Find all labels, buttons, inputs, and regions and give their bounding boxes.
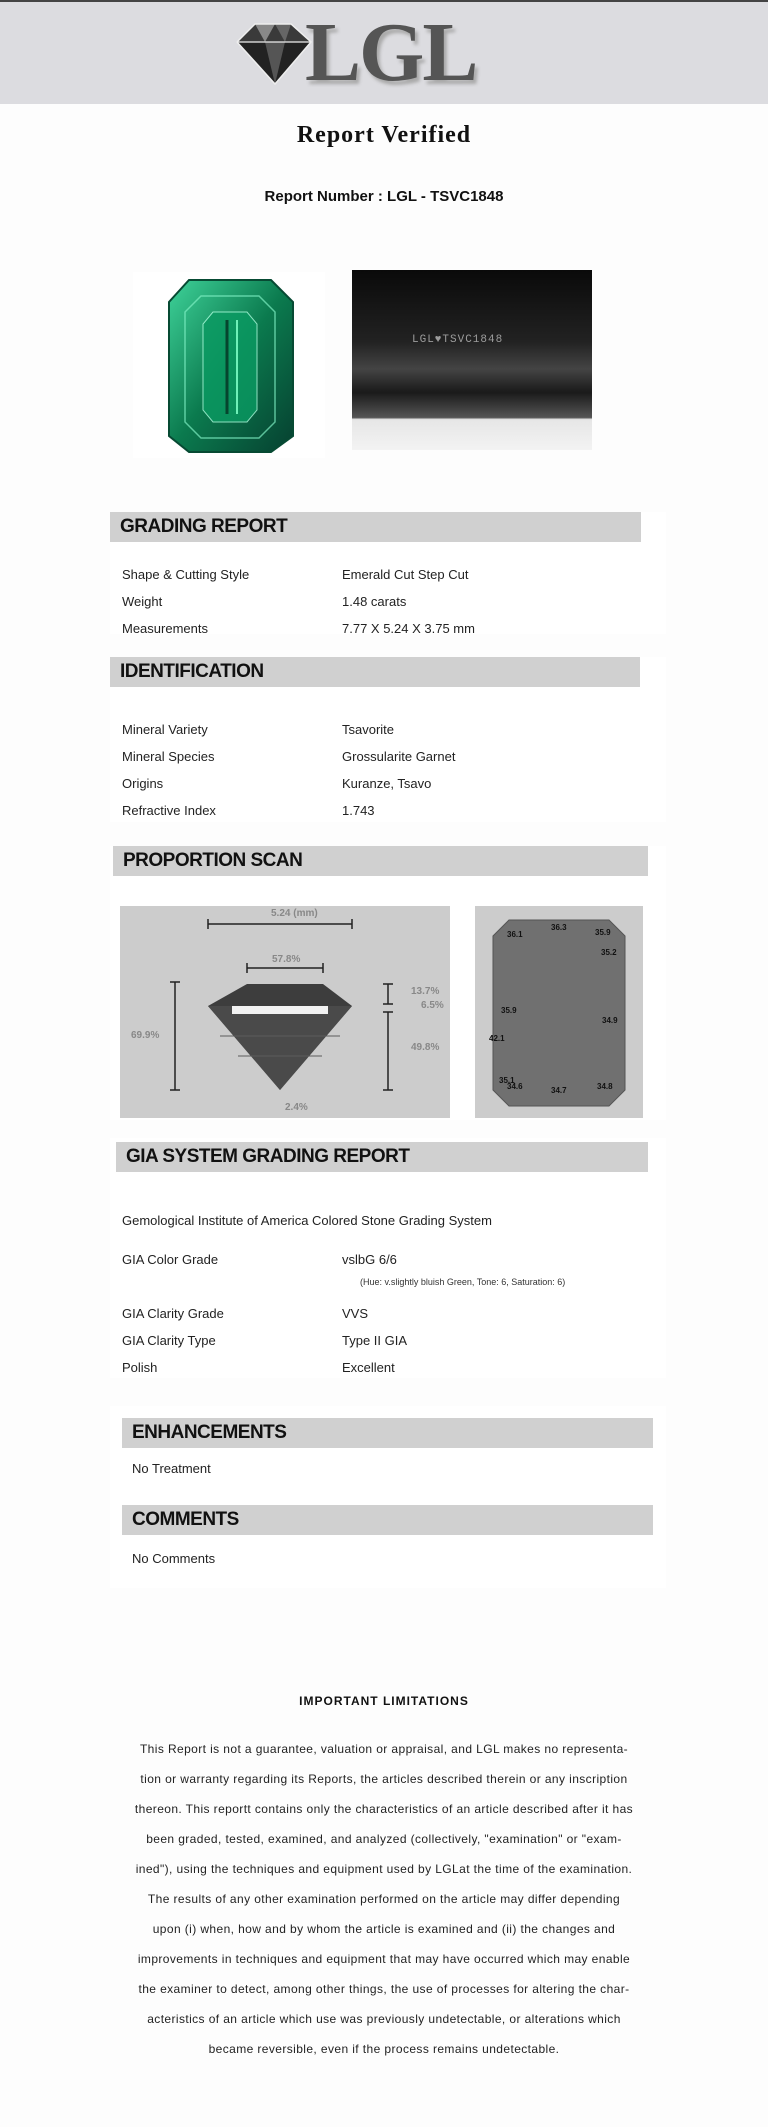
row-label: Measurements	[122, 621, 208, 636]
grading-report-heading: GRADING REPORT	[110, 512, 641, 542]
limitations-line: This Report is not a guarantee, valuation or appraisal, and LGL makes no representa-	[139, 1742, 629, 1756]
limitations-heading: IMPORTANT LIMITATIONS	[299, 1694, 469, 1708]
limitations-line: the examiner to detect, among other things, the use of processes for altering the char-	[138, 1982, 630, 1996]
gem-photo	[133, 272, 325, 458]
width-label: 5.24 (mm)	[271, 908, 318, 919]
enhancements-value: No Treatment	[132, 1461, 211, 1476]
row-label: Mineral Variety	[122, 722, 208, 737]
comments-heading: COMMENTS	[122, 1505, 653, 1535]
limitations-line: acteristics of an article which use was previously undetectable, or alterations which	[147, 2012, 621, 2026]
pavilion-label: 49.8%	[411, 1042, 440, 1053]
top-view-value: 35.1	[499, 1076, 515, 1085]
page-title: Report Verified	[296, 122, 472, 148]
top-view-value: 35.2	[601, 948, 617, 957]
row-label: Weight	[122, 594, 163, 609]
limitations-line: tion or warranty regarding its Reports, the articles described therein or any inscription	[140, 1772, 628, 1786]
row-value: Grossularite Garnet	[342, 749, 456, 764]
enhancements-heading: ENHANCEMENTS	[122, 1418, 653, 1448]
gia-section	[110, 1138, 666, 1378]
limitations-text	[120, 1734, 648, 2064]
limitations-line: upon (i) when, how and by whom the article is examined and (ii) the changes and	[152, 1922, 616, 1936]
identification-heading: IDENTIFICATION	[110, 657, 640, 687]
identification-section	[110, 657, 666, 822]
profile-diagram	[120, 906, 450, 1118]
top-view-value: 36.1	[507, 930, 523, 939]
row-value: 7.77 X 5.24 X 3.75 mm	[342, 621, 475, 636]
top-view-value: 35.9	[595, 928, 611, 937]
limitations-line: The results of any other examination performed on the article may differ depending	[147, 1892, 621, 1906]
report-number: Report Number : LGL - TSVC1848	[264, 188, 504, 205]
enhancements-comments-section	[110, 1406, 666, 1588]
row-label: GIA Clarity Grade	[122, 1306, 224, 1321]
row-label: Polish	[122, 1360, 158, 1375]
top-view-value: 34.6	[507, 1082, 523, 1091]
girdle-label: 6.5%	[421, 1000, 444, 1011]
top-view-value: 36.3	[551, 923, 567, 932]
limitations-line: thereon. This reportt contains only the characteristics of an article described after it has	[134, 1802, 634, 1816]
comments-value: No Comments	[132, 1551, 216, 1566]
grading-report-section	[110, 512, 666, 634]
row-value: Excellent	[342, 1360, 395, 1375]
inscription-photo	[352, 270, 592, 450]
row-value: Tsavorite	[342, 722, 395, 737]
diamond-icon	[235, 20, 313, 86]
limitations-line: improvements in techniques and equipment that may have occurred which may enable	[137, 1952, 631, 1966]
gia-heading: GIA SYSTEM GRADING REPORT	[116, 1142, 648, 1172]
culet-label: 2.4%	[285, 1102, 308, 1113]
color-note: (Hue: v.slightly bluish Green, Tone: 6, Saturation: 6)	[360, 1277, 566, 1287]
header	[0, 0, 768, 104]
top-view-value: 34.7	[551, 1086, 567, 1095]
row-label: Origins	[122, 776, 164, 791]
gia-subtitle: Gemological Institute of America Colored Stone Grading System	[122, 1213, 492, 1228]
top-view-value: 42.1	[489, 1034, 505, 1043]
row-value: 1.743	[342, 803, 375, 818]
proportion-scan-heading: PROPORTION SCAN	[113, 846, 648, 876]
row-label: Shape & Cutting Style	[122, 567, 250, 582]
row-value: 1.48 carats	[342, 594, 407, 609]
logo-text: LGL	[305, 6, 477, 99]
row-label: Refractive Index	[122, 803, 216, 818]
row-value: VVS	[342, 1306, 369, 1321]
row-label: Mineral Species	[122, 749, 215, 764]
row-value: Emerald Cut Step Cut	[342, 567, 469, 582]
top-view-diagram	[475, 906, 643, 1118]
inscription-text: LGL♥TSVC1848	[412, 334, 504, 346]
row-value: Type II GIA	[342, 1333, 408, 1348]
limitations-line: became reversible, even if the process remains undetectable.	[208, 2042, 560, 2056]
row-value: Kuranze, Tsavo	[342, 776, 432, 791]
limitations-line: been graded, tested, examined, and analyzed (collectively, "examination" or "exam-	[146, 1832, 622, 1846]
row-value: vslbG 6/6	[342, 1252, 397, 1267]
top-view-value: 34.9	[602, 1016, 618, 1025]
table-label: 57.8%	[272, 954, 301, 965]
proportion-scan-section	[110, 846, 666, 1120]
depth-label: 69.9%	[131, 1030, 160, 1041]
row-label: GIA Color Grade	[122, 1252, 219, 1267]
top-view-value: 34.8	[597, 1082, 613, 1091]
top-view-value: 35.9	[501, 1006, 517, 1015]
crown-label: 13.7%	[411, 986, 440, 997]
limitations-line: ined"), using the techniques and equipment used by LGLat the time of the examination.	[135, 1862, 633, 1876]
row-label: GIA Clarity Type	[122, 1333, 216, 1348]
